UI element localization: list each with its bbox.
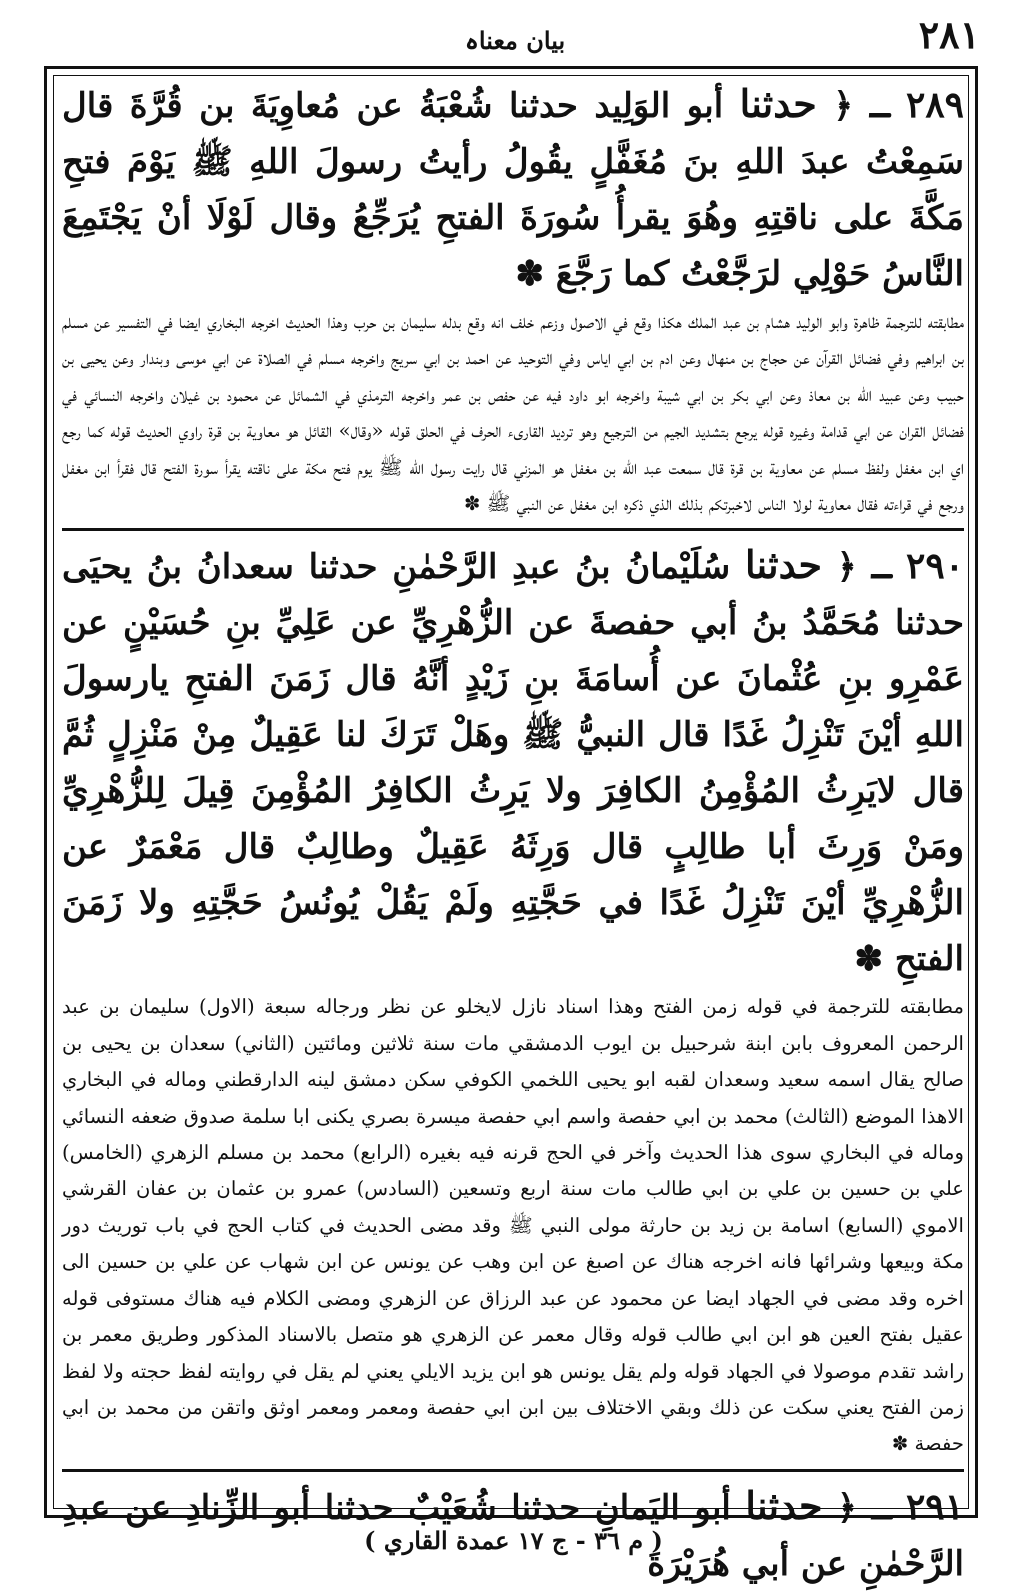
hadith-lead: حدثنا — [744, 542, 823, 588]
running-title: بیان معناہ — [464, 26, 566, 55]
hadith-number: ٢٩١ — [905, 1485, 964, 1528]
hadith-lead: حدثنا — [745, 1482, 823, 1528]
printer-signature: ( م ٣٦ - ج ١٧ عمدة القاري ) — [364, 1526, 663, 1555]
hadith-290 — [62, 537, 964, 987]
hadith-lead: حدثنا — [739, 81, 817, 126]
commentary-289: مطابقته للترجمة ظاهرة وابو الوليد هشام بن عبد الملك هكذا وقع في الاصول وزعم خلف انه وقع بدله سليمان بن حرب وهذا الحديث اخرجه البخاري ايضا في التفسير عن مسلم بن ابراهيم وفي فضائل القرآن عن حجاج بن منهال وعن ادم بن ابي اياس وفي التوحيد عن احمد بن ابي سريج واخرجه مسلم في الصلاة عن ابي موسى وبندار وعن يحيى بن حبيب وعن عبيد الله بن معاذ وعن ابي بكر بن ابي شيبة واخرجه ابو داود فيه عن حفص بن عمر واخرجه الترمذي في الشمائل عن محمود بن غيلان واخرجه النسائي في فضائل القران عن ابي قدامة وغيره قوله يرجع بتشديد الجيم من الترجيع وهو ترديد القارىء الحرف في الحلق قوله «وقال» القائل هو معاوية بن قرة راوي الحديث قوله كما رجع اي ابن مغفل ولفظ مسلم عن معاوية بن قرة قال سمعت عبد الله بن مغفل هو المزني قال رايت رسول الله ﷺ يوم فتح مكة على ناقته يقرأ سورة الفتح قال فقرأ ابن مغفل ورجع في قراءته فقال معاوية لولا الناس لاخبرتكم بذلك الذي ذكره ابن مغفل عن النبي ﷺ ✽ — [62, 310, 964, 516]
section-divider — [62, 1469, 964, 1472]
hadith-bracket: ﴿ — [837, 1487, 857, 1528]
section-divider — [62, 528, 964, 531]
hadith-dash: ـ — [871, 547, 892, 588]
hadith-text: سُلَيْمانُ بنُ عبدِ الرَّحْمٰنِ حدثنا سعدانُ بنُ يحيَى حدثنا مُحَمَّدُ بنُ أبي حفصةَ عن الزُّهْرِيِّ عن عَلِيِّ بنِ حُسَيْنٍ عن عَمْرِو بنِ عُثْمانَ عن أُسامَةَ بنِ زَيْدٍ أنَّهُ قال زَمَنَ الفتحِ يارسولَ اللهِ أيْنَ تَنْزِلُ غَدًا قال النبيُّ ﷺ وهَلْ تَرَكَ لنا عَقِيلٌ مِنْ مَنْزِلٍ ثُمَّ قال لايَرِثُ المُؤْمِنُ الكافِرَ ولا يَرِثُ الكافِرُ المُؤْمِنَ قِيلَ لِلزُّهْرِيِّ ومَنْ وَرِثَ أبا طالِبٍ قال وَرِثَهُ عَقِيلٌ وطالِبٌ قال مَعْمَرٌ عن الزُّهْرِيِّ أيْنَ تَنْزِلُ غَدًا في حَجَّتِهِ ولَمْ يَقُلْ يُونُسُ حَجَّتِهِ ولا زَمَنَ الفتحِ ✽ — [62, 547, 964, 980]
hadith-dash: ـ — [869, 86, 890, 126]
page-header — [40, 12, 990, 64]
hadith-bracket: ﴿ — [833, 86, 854, 126]
hadith-dash: ـ — [871, 1487, 892, 1528]
commentary-290: مطابقته للترجمة في قوله زمن الفتح وهذا اسناد نازل لايخلو عن نظر ورجاله سبعة (الاول) سليمان بن عبد الرحمن المعروف بابن ابنة شرحبيل بن ايوب الدمشقي مات سنة ثلاثين ومائتين (الثاني) سعدان بن يحيى بن صالح يقال اسمه سعيد وسعدان لقبه ابو يحيى اللخمي الكوفي سكن دمشق لينه الدارقطني وماله في البخاري الاهذا الموضع (الثالث) محمد بن ابي حفصة واسم ابي حفصة ميسرة بصري يكنى ابا سلمة صدوق ضعفه النسائي وماله في البخاري سوى هذا الحديث وآخر في الحج قرنه فيه بغيره (الرابع) محمد بن مسلم الزهري (الخامس) علي بن حسين بن علي بن ابي طالب مات سنة اربع وتسعين (السادس) عمرو بن عثمان بن عفان القرشي الاموي (السابع) اسامة بن زيد بن حارثة مولى النبي ﷺ وقد مضى الحديث في كتاب الحج في باب توريث دور مكة وبيعها وشرائها فانه اخرجه هناك عن اصبغ عن ابن وهب عن يونس عن ابن شهاب عن علي بن حسين الى اخره وقد مضى في الجهاد ايضا عن محمود عن عبد الرزاق عن الزهري ومضى الكلام فيه هناك مستوفى قوله عقيل بفتح العين هو ابن ابي طالب قوله وقال معمر عن الزهري هو متصل بالاسناد المذكور وطريق معمر بن راشد تقدم موصولا في الجهاد قوله ولم يقل يونس هو ابن يزيد الايلي يعني لم يقل في روايته لفظ حجته ولا لفظ زمن الفتح يعني سكت عن ذلك وبقي الاختلاف بين ابن ابي حفصة ومعمر ومعمر اوثق واتقن من محمد بن ابي حفصة ✽ — [62, 995, 964, 1456]
hadith-number: ٢٩٠ — [906, 545, 965, 588]
hadith-289 — [62, 76, 964, 302]
hadith-number: ٢٨٩ — [906, 84, 965, 126]
hadith-bracket: ﴿ — [836, 547, 857, 588]
hadith-text: أبو الوَلِيد حدثنا شُعْبَةُ عن مُعاوِيَةَ بن قُرَّةَ قال سَمِعْتُ عبدَ اللهِ بنَ مُغَفَّلٍ يقُولُ رأيتُ رسولَ اللهِ ﷺ يَوْمَ فتحِ مَكَّةَ على ناقتِهِ وهُوَ يقرأُ سُورَةَ الفتحِ يُرَجِّعُ وقال لَوْلَا أنْ يَجْتَمِعَ النَّاسُ حَوْلِي لرَجَّعْتُ كما رَجَّعَ ✽ — [62, 86, 964, 294]
page-number: ٢٨١ — [918, 12, 980, 57]
hadith-text: أبو اليَمانِ حدثنا شُعَيْبٌ حدثنا أبو الزِّنادِ عن عبدِ الرَّحْمٰنِ عن أبي هُرَيْرَةَ — [62, 1487, 964, 1584]
